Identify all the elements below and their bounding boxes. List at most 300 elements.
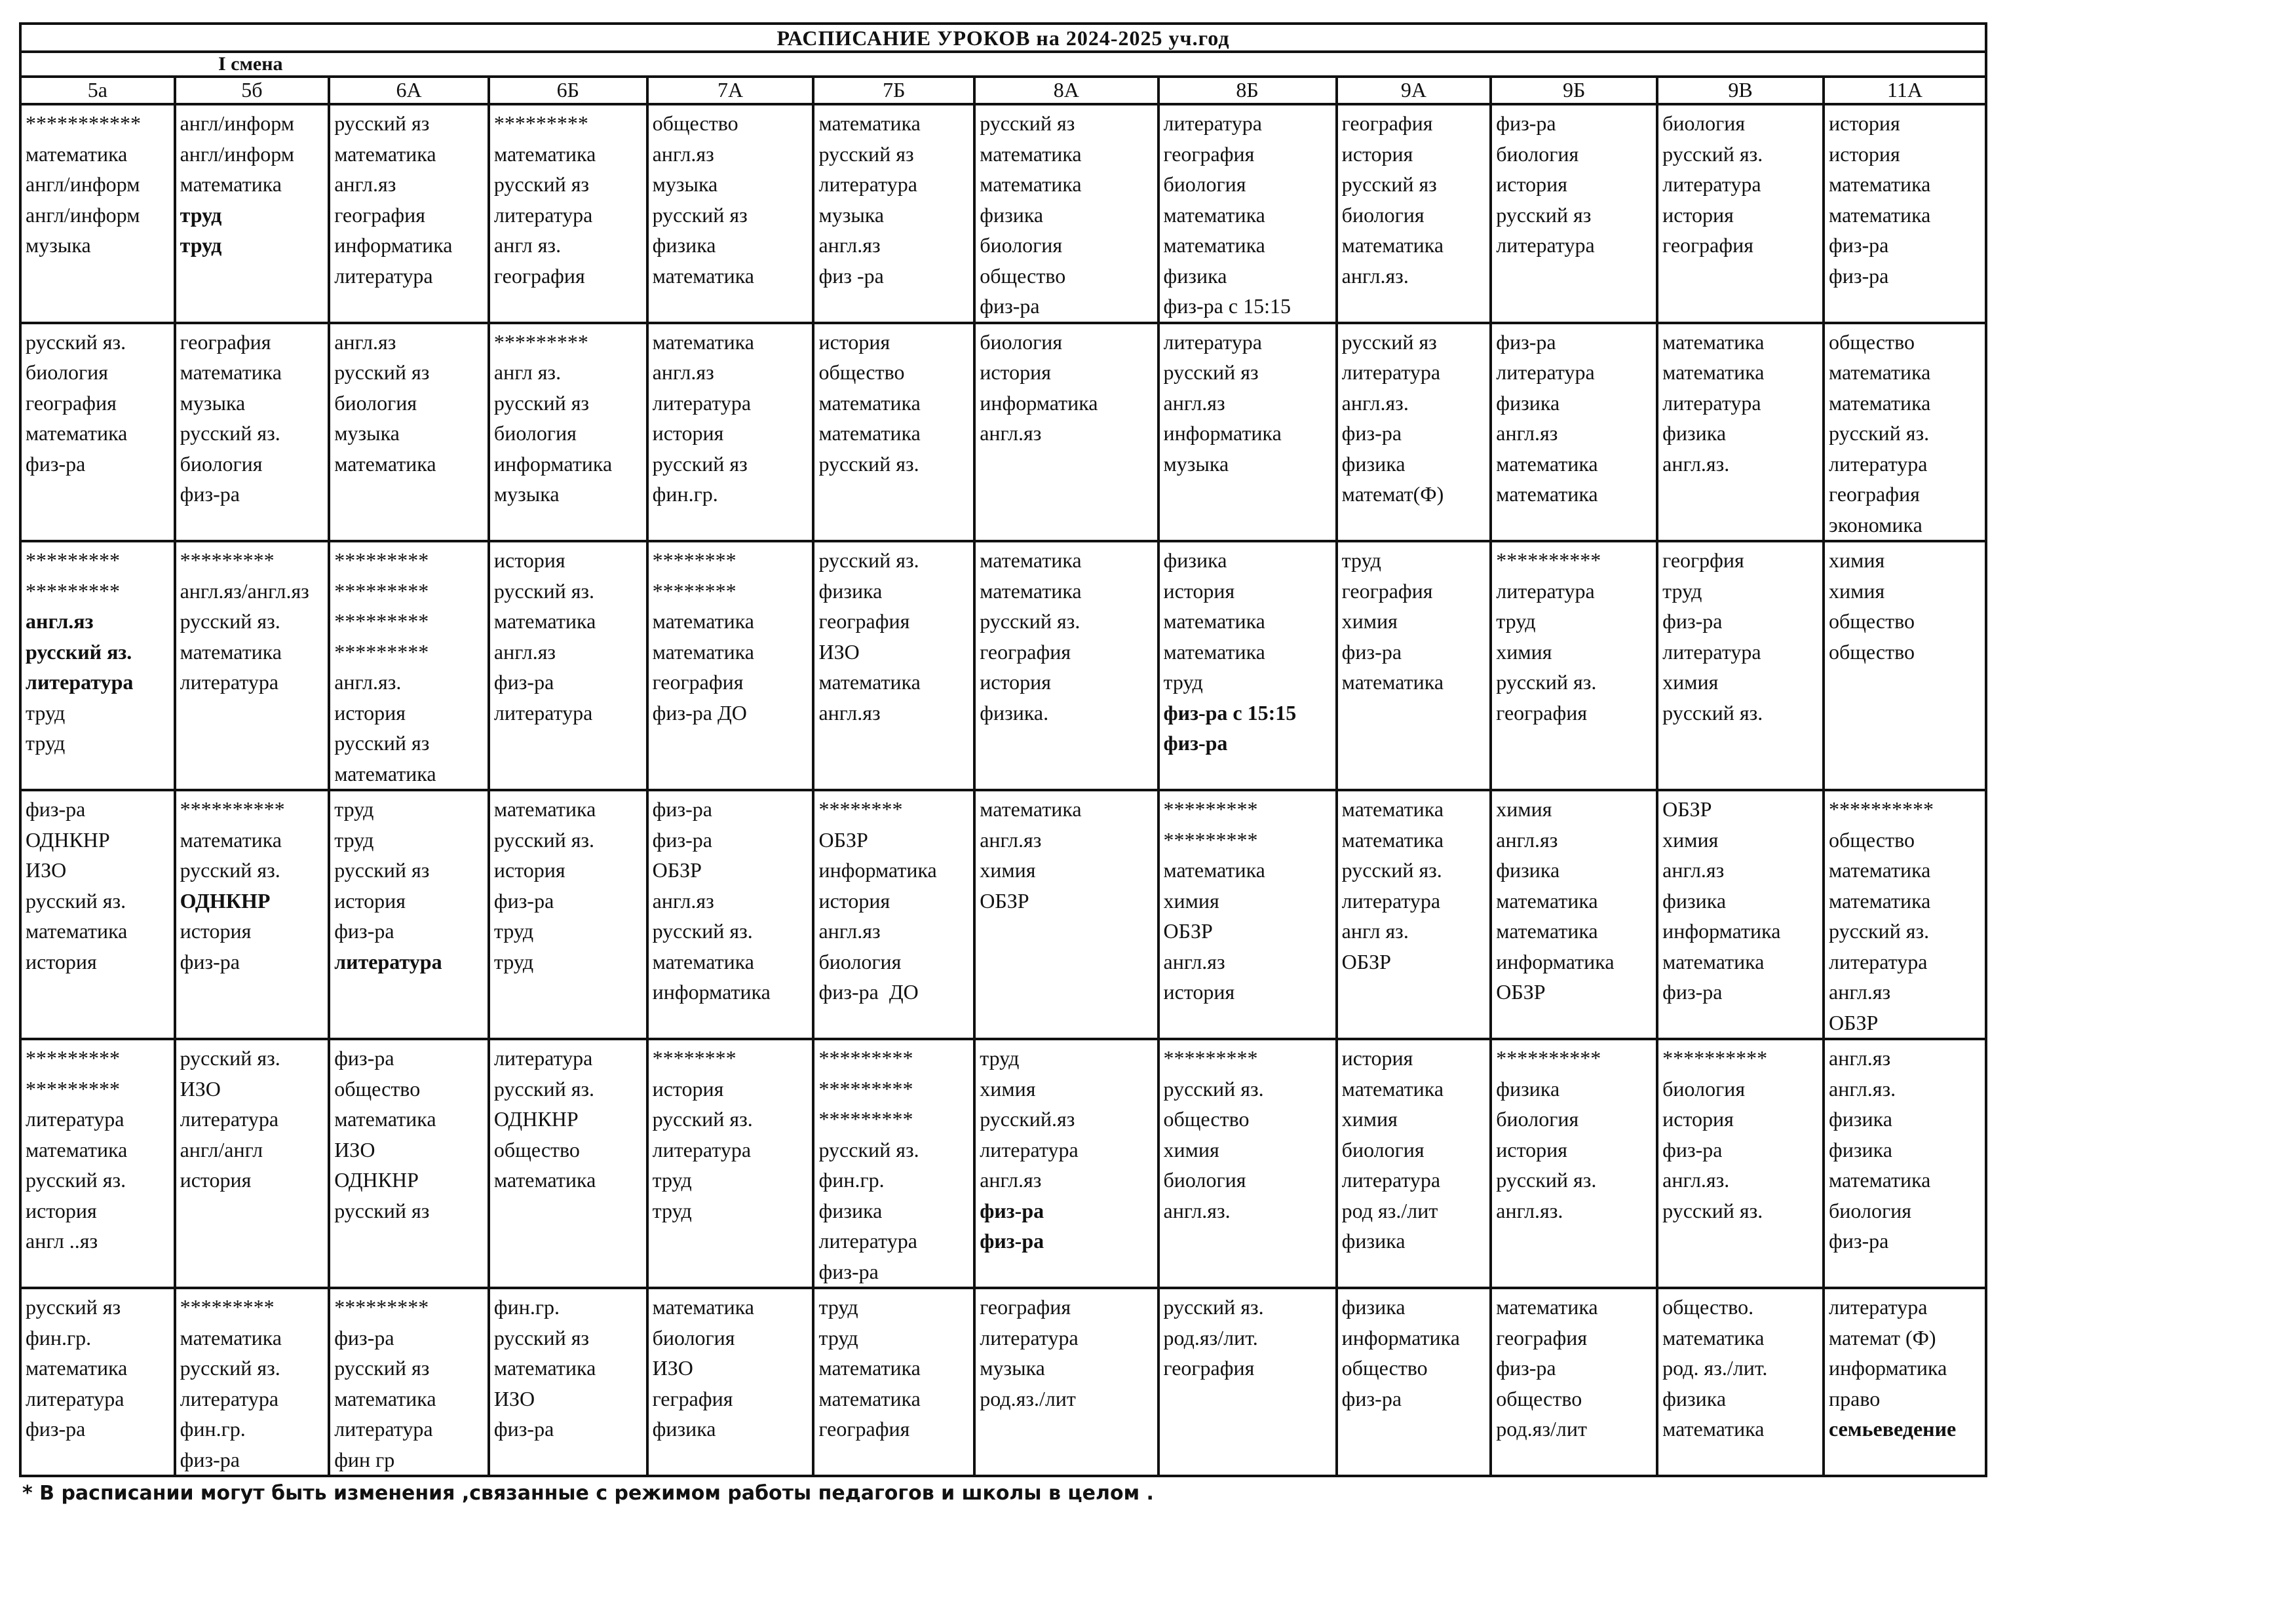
lesson-entry: род яз./лит <box>1341 1198 1438 1222</box>
lesson-entry: русский яз. <box>493 827 595 852</box>
lesson-entry: физ-ра <box>26 1417 86 1441</box>
lesson-entry: русский яз. <box>1496 1168 1597 1192</box>
lesson-entry: ********* <box>334 548 429 572</box>
lesson-entry: общество <box>1496 1386 1582 1410</box>
lesson-entry: история <box>818 330 890 354</box>
lesson-entry: литература <box>818 172 917 196</box>
class-header: 9Б <box>1491 77 1657 104</box>
schedule-cell <box>1824 104 1986 323</box>
lesson-entry: математика <box>1829 360 1931 384</box>
lesson-entry: география <box>1496 700 1588 725</box>
lesson-entry: математика <box>1163 233 1265 257</box>
schedule-cell <box>974 790 1158 1039</box>
schedule-cell <box>175 541 330 790</box>
class-header: 5б <box>175 77 330 104</box>
lesson-entry: химия <box>1829 578 1885 603</box>
lesson-entry: физ-ра <box>652 827 712 852</box>
lesson-entry: литература <box>1662 390 1761 415</box>
lesson-entry: русский яз <box>493 390 590 415</box>
lesson-entry: математика <box>1341 233 1444 257</box>
lesson-entry: информатика <box>1496 949 1615 973</box>
lesson-entry: труд <box>818 1295 858 1319</box>
lesson-entry: труд <box>180 233 222 257</box>
lesson-entry: математика <box>1829 390 1931 415</box>
lesson-entry: русский яз <box>493 172 590 196</box>
lesson-entry: история <box>26 949 97 973</box>
lesson-entry: англ.яз <box>1829 980 1891 1004</box>
lesson-entry: ********* <box>26 578 120 603</box>
lesson-entry: история <box>652 1076 724 1101</box>
lesson-entry: биология <box>1496 142 1579 166</box>
lesson-entry: математика <box>334 1107 436 1131</box>
lesson-entry: физ-ра <box>334 1046 394 1070</box>
lesson-entry: русский яз. <box>1341 858 1442 882</box>
lesson-entry: русский яз. <box>1829 919 1930 943</box>
lesson-entry: русский яз <box>1496 202 1592 227</box>
lesson-entry: ********** <box>1496 1046 1601 1070</box>
lesson-entry: литература <box>1829 1295 1928 1319</box>
schedule-cell <box>1158 1288 1337 1476</box>
lesson-entry: русский яз. <box>493 1076 595 1101</box>
lesson-entry: физика <box>818 1198 883 1222</box>
lesson-entry: труд <box>493 919 534 943</box>
lesson-entry: ОБЗР <box>1496 980 1546 1004</box>
lesson-entry: англ.яз <box>652 888 714 913</box>
class-header-row <box>20 77 1986 104</box>
lesson-entry: история <box>818 888 890 913</box>
lesson-entry: труд <box>980 1046 1020 1070</box>
lesson-entry: русский яз. <box>26 330 126 354</box>
lesson-entry: физика. <box>980 700 1049 725</box>
lesson-entry: математика <box>1829 172 1931 196</box>
lesson-entry: ОДНКНР <box>493 1107 579 1131</box>
lesson-entry: история <box>980 360 1051 384</box>
lesson-entry: биология <box>1163 172 1246 196</box>
lesson-entry: физ-ра ДО <box>652 700 747 725</box>
lesson-entry: ******** <box>652 548 737 572</box>
class-header: 5а <box>20 77 175 104</box>
lesson-entry: физ-ра <box>1829 263 1889 288</box>
lesson-entry: математика <box>1341 1076 1444 1101</box>
lesson-entry: география <box>1341 111 1433 135</box>
lesson-entry: история <box>980 670 1051 694</box>
lesson-entry: ********* <box>493 330 588 354</box>
lesson-entry: география <box>334 202 425 227</box>
lesson-entry: математика <box>652 949 754 973</box>
lesson-entry: математика <box>1662 330 1765 354</box>
lesson-entry: англ яз. <box>493 360 562 384</box>
schedule-cell <box>647 1288 814 1476</box>
lesson-entry: англ.яз. <box>1662 451 1730 476</box>
schedule-cell <box>1824 1288 1986 1476</box>
lesson-entry: математика <box>1829 1168 1931 1192</box>
schedule-cell <box>1491 104 1657 323</box>
lesson-entry: общество <box>980 263 1066 288</box>
lesson-entry: математика <box>334 451 436 476</box>
lesson-entry: труд <box>1341 548 1381 572</box>
lesson-entry: русский яз <box>652 451 748 476</box>
lesson-entry: физ-ра <box>652 797 712 821</box>
lesson-entry: геграфия <box>652 1386 733 1410</box>
lesson-entry: русский яз <box>652 202 748 227</box>
lesson-entry: история <box>334 700 406 725</box>
lesson-entry: математика <box>1163 609 1265 633</box>
day-row <box>20 1039 1986 1288</box>
lesson-entry: англ.яз. <box>1496 1198 1563 1222</box>
lesson-entry: ОБЗР <box>1829 1010 1879 1034</box>
lesson-entry: физ -ра <box>818 263 884 288</box>
schedule-cell <box>1657 541 1824 790</box>
lesson-entry: математика <box>1496 888 1598 913</box>
lesson-entry: математика <box>652 609 754 633</box>
schedule-cell <box>1491 790 1657 1039</box>
lesson-entry: география <box>1829 482 1920 506</box>
schedule-cell <box>329 790 489 1039</box>
lesson-entry: история <box>1829 142 1900 166</box>
lesson-entry: математика <box>334 761 436 785</box>
lesson-entry: экономика <box>1829 512 1923 537</box>
lesson-entry: история <box>652 421 724 445</box>
lesson-entry: физ-ра <box>1662 609 1723 633</box>
schedule-cell <box>1158 104 1337 323</box>
lesson-entry: математика <box>493 1168 596 1192</box>
lesson-entry: ********* <box>818 1107 913 1131</box>
lesson-entry: русский яз <box>26 1295 121 1319</box>
lesson-entry: литература <box>652 1137 752 1161</box>
lesson-entry: фин.гр. <box>180 1417 246 1441</box>
lesson-entry: математика <box>1341 827 1444 852</box>
lesson-entry: физ-ра <box>1829 233 1889 257</box>
lesson-entry: русский яз. <box>652 919 753 943</box>
lesson-entry: труд <box>26 700 66 725</box>
lesson-entry: ********* <box>1163 1046 1258 1070</box>
lesson-entry: ИЗО <box>26 858 67 882</box>
lesson-entry: информатика <box>818 858 937 882</box>
lesson-entry: литература <box>334 1417 433 1441</box>
lesson-entry: русский яз. <box>26 1168 126 1192</box>
schedule-cell <box>647 323 814 542</box>
lesson-entry: математика <box>1662 1325 1765 1350</box>
schedule-cell <box>1337 104 1491 323</box>
lesson-entry: литература <box>818 1229 917 1253</box>
lesson-entry: физ-ра <box>1341 421 1402 445</box>
lesson-entry: физика <box>1662 1386 1727 1410</box>
schedule-cell <box>20 323 175 542</box>
lesson-entry: ИЗО <box>493 1386 535 1410</box>
lesson-entry: математика <box>493 1356 596 1380</box>
lesson-entry: биология <box>980 330 1063 354</box>
schedule-cell <box>813 323 974 542</box>
lesson-entry: русский яз <box>334 1356 430 1380</box>
lesson-entry: труд <box>1496 609 1536 633</box>
lesson-entry: математика <box>1496 451 1598 476</box>
lesson-entry: физика <box>1662 888 1727 913</box>
lesson-entry: русский яз <box>818 142 914 166</box>
lesson-entry: информатика <box>493 451 613 476</box>
lesson-entry: химия <box>1662 670 1719 694</box>
schedule-cell <box>329 104 489 323</box>
schedule-cell <box>489 104 647 323</box>
lesson-entry: литература <box>180 670 279 694</box>
lesson-entry: русский яз. <box>180 1046 280 1070</box>
lesson-entry: ********* <box>26 1076 120 1101</box>
schedule-cell <box>1491 541 1657 790</box>
schedule-cell <box>1158 1039 1337 1288</box>
lesson-entry: русский яз. <box>1496 670 1597 694</box>
lesson-entry: род.яз./лит <box>980 1386 1076 1410</box>
schedule-cell <box>1337 323 1491 542</box>
lesson-entry: литература <box>180 1386 279 1410</box>
schedule-cell <box>974 1039 1158 1288</box>
lesson-entry: русский яз. <box>818 1137 919 1161</box>
lesson-entry: англ яз. <box>1341 919 1409 943</box>
lesson-entry: русский яз. <box>180 421 280 445</box>
lesson-entry: ********* <box>334 1295 429 1319</box>
schedule-cell <box>20 790 175 1039</box>
lesson-entry: англ.яз <box>493 639 556 664</box>
lesson-entry: русский яз <box>980 111 1075 135</box>
day-row <box>20 790 1986 1039</box>
lesson-entry: история <box>180 1168 252 1192</box>
lesson-entry: история <box>1662 202 1734 227</box>
lesson-entry: литература <box>26 1386 124 1410</box>
schedule-cell <box>813 104 974 323</box>
schedule-cell <box>1824 1039 1986 1288</box>
lesson-entry: история <box>1163 578 1235 603</box>
lesson-entry: математика <box>980 797 1082 821</box>
lesson-entry: род.яз/лит. <box>1163 1325 1258 1350</box>
day-row <box>20 323 1986 542</box>
lesson-entry: ОБЗР <box>652 858 702 882</box>
schedule-cell <box>1657 323 1824 542</box>
lesson-entry: фин.гр. <box>26 1325 92 1350</box>
lesson-entry: физ-ра <box>1662 1137 1723 1161</box>
lesson-entry: физ-ра <box>334 919 394 943</box>
lesson-entry: англ/англ <box>180 1137 263 1161</box>
lesson-entry: ОБЗР <box>1163 919 1213 943</box>
lesson-entry: музыка <box>334 421 400 445</box>
lesson-entry: ********* <box>26 548 120 572</box>
lesson-entry: география <box>980 1295 1071 1319</box>
lesson-entry: англ.яз <box>818 700 881 725</box>
schedule-table <box>19 22 1987 1477</box>
lesson-entry: география <box>1496 1325 1588 1350</box>
lesson-entry: англ/информ <box>180 111 295 135</box>
lesson-entry: математика <box>652 263 754 288</box>
lesson-entry: общество <box>1829 330 1915 354</box>
lesson-entry: русский яз. <box>180 1356 280 1380</box>
lesson-entry: биология <box>26 360 108 384</box>
lesson-entry: химия <box>980 1076 1036 1101</box>
schedule-cell <box>813 790 974 1039</box>
lesson-entry: история <box>26 1198 97 1222</box>
lesson-entry: физика <box>1662 421 1727 445</box>
class-header: 8Б <box>1158 77 1337 104</box>
lesson-entry: география <box>818 609 910 633</box>
lesson-entry: физ-ра <box>180 949 240 973</box>
lesson-entry: информатика <box>652 980 771 1004</box>
lesson-entry: математика <box>1829 888 1931 913</box>
lesson-entry: математика <box>1496 919 1598 943</box>
lesson-entry: физика <box>1163 263 1227 288</box>
lesson-entry: физика <box>1341 1229 1406 1253</box>
lesson-entry: труд <box>493 949 534 973</box>
lesson-entry: литература <box>334 949 442 973</box>
lesson-entry: право <box>1829 1386 1881 1410</box>
lesson-entry: русский яз. <box>1662 700 1763 725</box>
lesson-entry: труд <box>334 827 374 852</box>
lesson-entry: ИЗО <box>818 639 860 664</box>
lesson-entry: математика <box>1496 1295 1598 1319</box>
lesson-entry: биология <box>1163 1168 1246 1192</box>
schedule-cell <box>1158 541 1337 790</box>
lesson-entry: химия <box>1662 827 1719 852</box>
lesson-entry: математ(Ф) <box>1341 482 1444 506</box>
lesson-entry: русский яз. <box>980 609 1081 633</box>
schedule-cell <box>647 104 814 323</box>
lesson-entry: физика <box>1496 390 1560 415</box>
lesson-entry: англ.яз. <box>1662 1168 1730 1192</box>
class-header: 9А <box>1337 77 1491 104</box>
lesson-entry: ОБЗР <box>1341 949 1391 973</box>
lesson-entry: математика <box>1163 202 1265 227</box>
lesson-entry: математика <box>818 390 921 415</box>
lesson-entry: история <box>1163 980 1235 1004</box>
schedule-cell <box>1824 541 1986 790</box>
lesson-entry: русский яз <box>1341 330 1437 354</box>
lesson-entry: англ.яз <box>1662 858 1725 882</box>
lesson-entry: литература <box>1163 111 1262 135</box>
lesson-entry: физика <box>1496 858 1560 882</box>
schedule-cell <box>647 1039 814 1288</box>
lesson-entry: труд <box>334 797 374 821</box>
lesson-entry: математика <box>980 142 1082 166</box>
lesson-entry: физ-ра <box>980 1198 1044 1222</box>
schedule-cell <box>1491 323 1657 542</box>
lesson-entry: физ-ра <box>1829 1229 1889 1253</box>
lesson-entry: физика <box>652 1417 716 1441</box>
lesson-entry: биология <box>1829 1198 1911 1222</box>
lesson-entry: англ.яз <box>980 1168 1042 1192</box>
lesson-entry: общество <box>493 1137 580 1161</box>
schedule-cell <box>1337 1288 1491 1476</box>
lesson-entry: физ-ра <box>1341 639 1402 664</box>
lesson-entry: физ-ра <box>493 1417 554 1441</box>
lesson-entry: литература <box>1341 360 1441 384</box>
lesson-entry: англ.яз <box>1163 949 1225 973</box>
lesson-entry: ********* <box>26 1046 120 1070</box>
lesson-entry: математика <box>26 919 128 943</box>
lesson-entry: история <box>1341 142 1413 166</box>
lesson-entry: музыка <box>652 172 718 196</box>
lesson-entry: информатика <box>334 233 453 257</box>
lesson-entry: труд <box>1163 670 1203 694</box>
lesson-entry: химия <box>1496 639 1552 664</box>
lesson-entry: род.яз/лит <box>1496 1417 1587 1441</box>
lesson-entry: труд <box>1662 578 1702 603</box>
lesson-entry: биология <box>1496 1107 1579 1131</box>
lesson-entry: физ-ра <box>26 451 86 476</box>
schedule-cell <box>1824 323 1986 542</box>
lesson-entry: русский яз. <box>818 548 919 572</box>
lesson-entry: ********** <box>1662 1046 1768 1070</box>
lesson-entry: англ/информ <box>180 142 295 166</box>
lesson-entry: физ-ра <box>818 1259 879 1283</box>
lesson-entry: математика <box>1829 858 1931 882</box>
lesson-entry: математ (Ф) <box>1829 1325 1936 1350</box>
schedule-cell <box>489 1288 647 1476</box>
lesson-entry: англ.яз <box>652 360 714 384</box>
lesson-entry: физ-ра <box>1662 980 1723 1004</box>
lesson-entry: литература <box>1341 1168 1441 1192</box>
lesson-entry: общество <box>1163 1107 1250 1131</box>
lesson-entry: труд <box>180 202 222 227</box>
lesson-entry: англ.яз <box>1163 390 1225 415</box>
lesson-entry: труд <box>26 731 66 755</box>
lesson-entry: литература <box>26 1107 124 1131</box>
lesson-entry: физ-ра <box>26 797 86 821</box>
lesson-entry: литература <box>1496 233 1595 257</box>
lesson-entry: физ-ра <box>493 670 554 694</box>
lesson-entry: математика <box>980 548 1082 572</box>
schedule-cell <box>1158 790 1337 1039</box>
lesson-entry: география <box>26 390 117 415</box>
lesson-entry: литература <box>1496 578 1595 603</box>
lesson-entry: англ.яз <box>980 827 1042 852</box>
day-row <box>20 1288 1986 1476</box>
schedule-cell <box>1657 1288 1824 1476</box>
lesson-entry: англ.яз <box>652 142 714 166</box>
schedule-cell <box>1337 541 1491 790</box>
lesson-entry: химия <box>1341 609 1398 633</box>
lesson-entry: математика <box>26 421 128 445</box>
lesson-entry: англ.яз. <box>1341 390 1409 415</box>
day-row <box>20 541 1986 790</box>
lesson-entry: англ.яз <box>818 919 881 943</box>
lesson-entry: ********* <box>818 1046 913 1070</box>
lesson-entry: физика <box>818 578 883 603</box>
lesson-entry: музыка <box>493 482 560 506</box>
schedule-cell <box>489 323 647 542</box>
schedule-cell <box>1337 1039 1491 1288</box>
lesson-entry: математика <box>180 172 282 196</box>
lesson-entry: ******** <box>652 578 737 603</box>
lesson-entry: ОБЗР <box>1662 797 1712 821</box>
lesson-entry: биология <box>1662 111 1746 135</box>
lesson-entry: род. яз./лит. <box>1662 1356 1768 1380</box>
lesson-entry: математика <box>493 609 596 633</box>
lesson-entry: общество. <box>1662 1295 1754 1319</box>
schedule-cell <box>329 323 489 542</box>
lesson-entry: литература <box>1829 451 1928 476</box>
lesson-entry: география <box>1163 142 1255 166</box>
lesson-entry: математика <box>26 142 128 166</box>
lesson-entry: ********** <box>180 797 285 821</box>
lesson-entry: литература <box>1829 949 1928 973</box>
lesson-entry: литература <box>26 670 134 694</box>
lesson-entry: химия <box>1163 1137 1219 1161</box>
lesson-entry: математика <box>26 1137 128 1161</box>
lesson-entry: ******** <box>818 797 903 821</box>
schedule-sheet <box>19 22 1987 1477</box>
lesson-entry: география <box>1341 578 1433 603</box>
lesson-entry: ИЗО <box>334 1137 375 1161</box>
schedule-cell <box>1657 1039 1824 1288</box>
lesson-entry: литература <box>1662 639 1761 664</box>
lesson-entry: русский яз. <box>26 639 132 664</box>
lesson-entry: математика <box>1341 797 1444 821</box>
lesson-entry: физика <box>980 202 1044 227</box>
